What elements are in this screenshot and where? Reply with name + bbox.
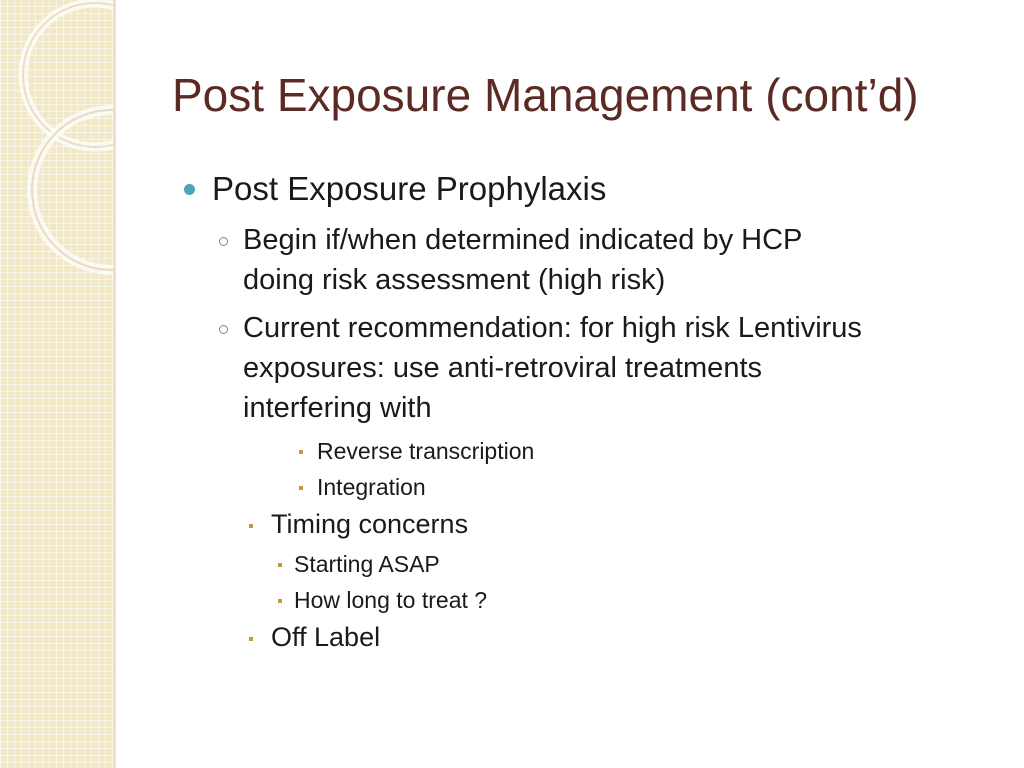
gold-square-icon <box>299 450 303 454</box>
item-how-long-to-treat: How long to treat ? <box>294 587 488 613</box>
gold-square-icon <box>249 637 253 641</box>
sub-bullet-current-line3: interfering with <box>243 392 432 424</box>
gold-square-icon <box>299 486 303 490</box>
gold-square-icon <box>249 524 253 528</box>
teal-dot-icon <box>184 184 195 195</box>
sub-bullet-current-line2: exposures: use anti-retroviral treatments <box>243 352 762 384</box>
gold-square-icon <box>278 563 282 567</box>
sub-bullet-begin-line2: doing risk assessment (high risk) <box>243 264 666 296</box>
hollow-circle-icon <box>219 325 228 334</box>
sub-bullet-begin-line1: Begin if/when determined indicated by HCP <box>243 224 803 256</box>
bullet-post-exposure-prophylaxis: Post Exposure Prophylaxis <box>212 170 607 207</box>
gold-square-icon <box>278 599 282 603</box>
item-reverse-transcription: Reverse transcription <box>317 438 535 464</box>
item-timing-concerns: Timing concerns <box>271 509 469 539</box>
sub-bullet-current-line1: Current recommendation: for high risk Lentivirus <box>243 312 862 344</box>
slide-title: Post Exposure Management (cont’d) <box>172 69 919 121</box>
item-off-label: Off Label <box>271 622 381 652</box>
item-starting-asap: Starting ASAP <box>294 551 440 577</box>
hollow-circle-icon <box>219 237 228 246</box>
item-integration: Integration <box>317 474 426 500</box>
